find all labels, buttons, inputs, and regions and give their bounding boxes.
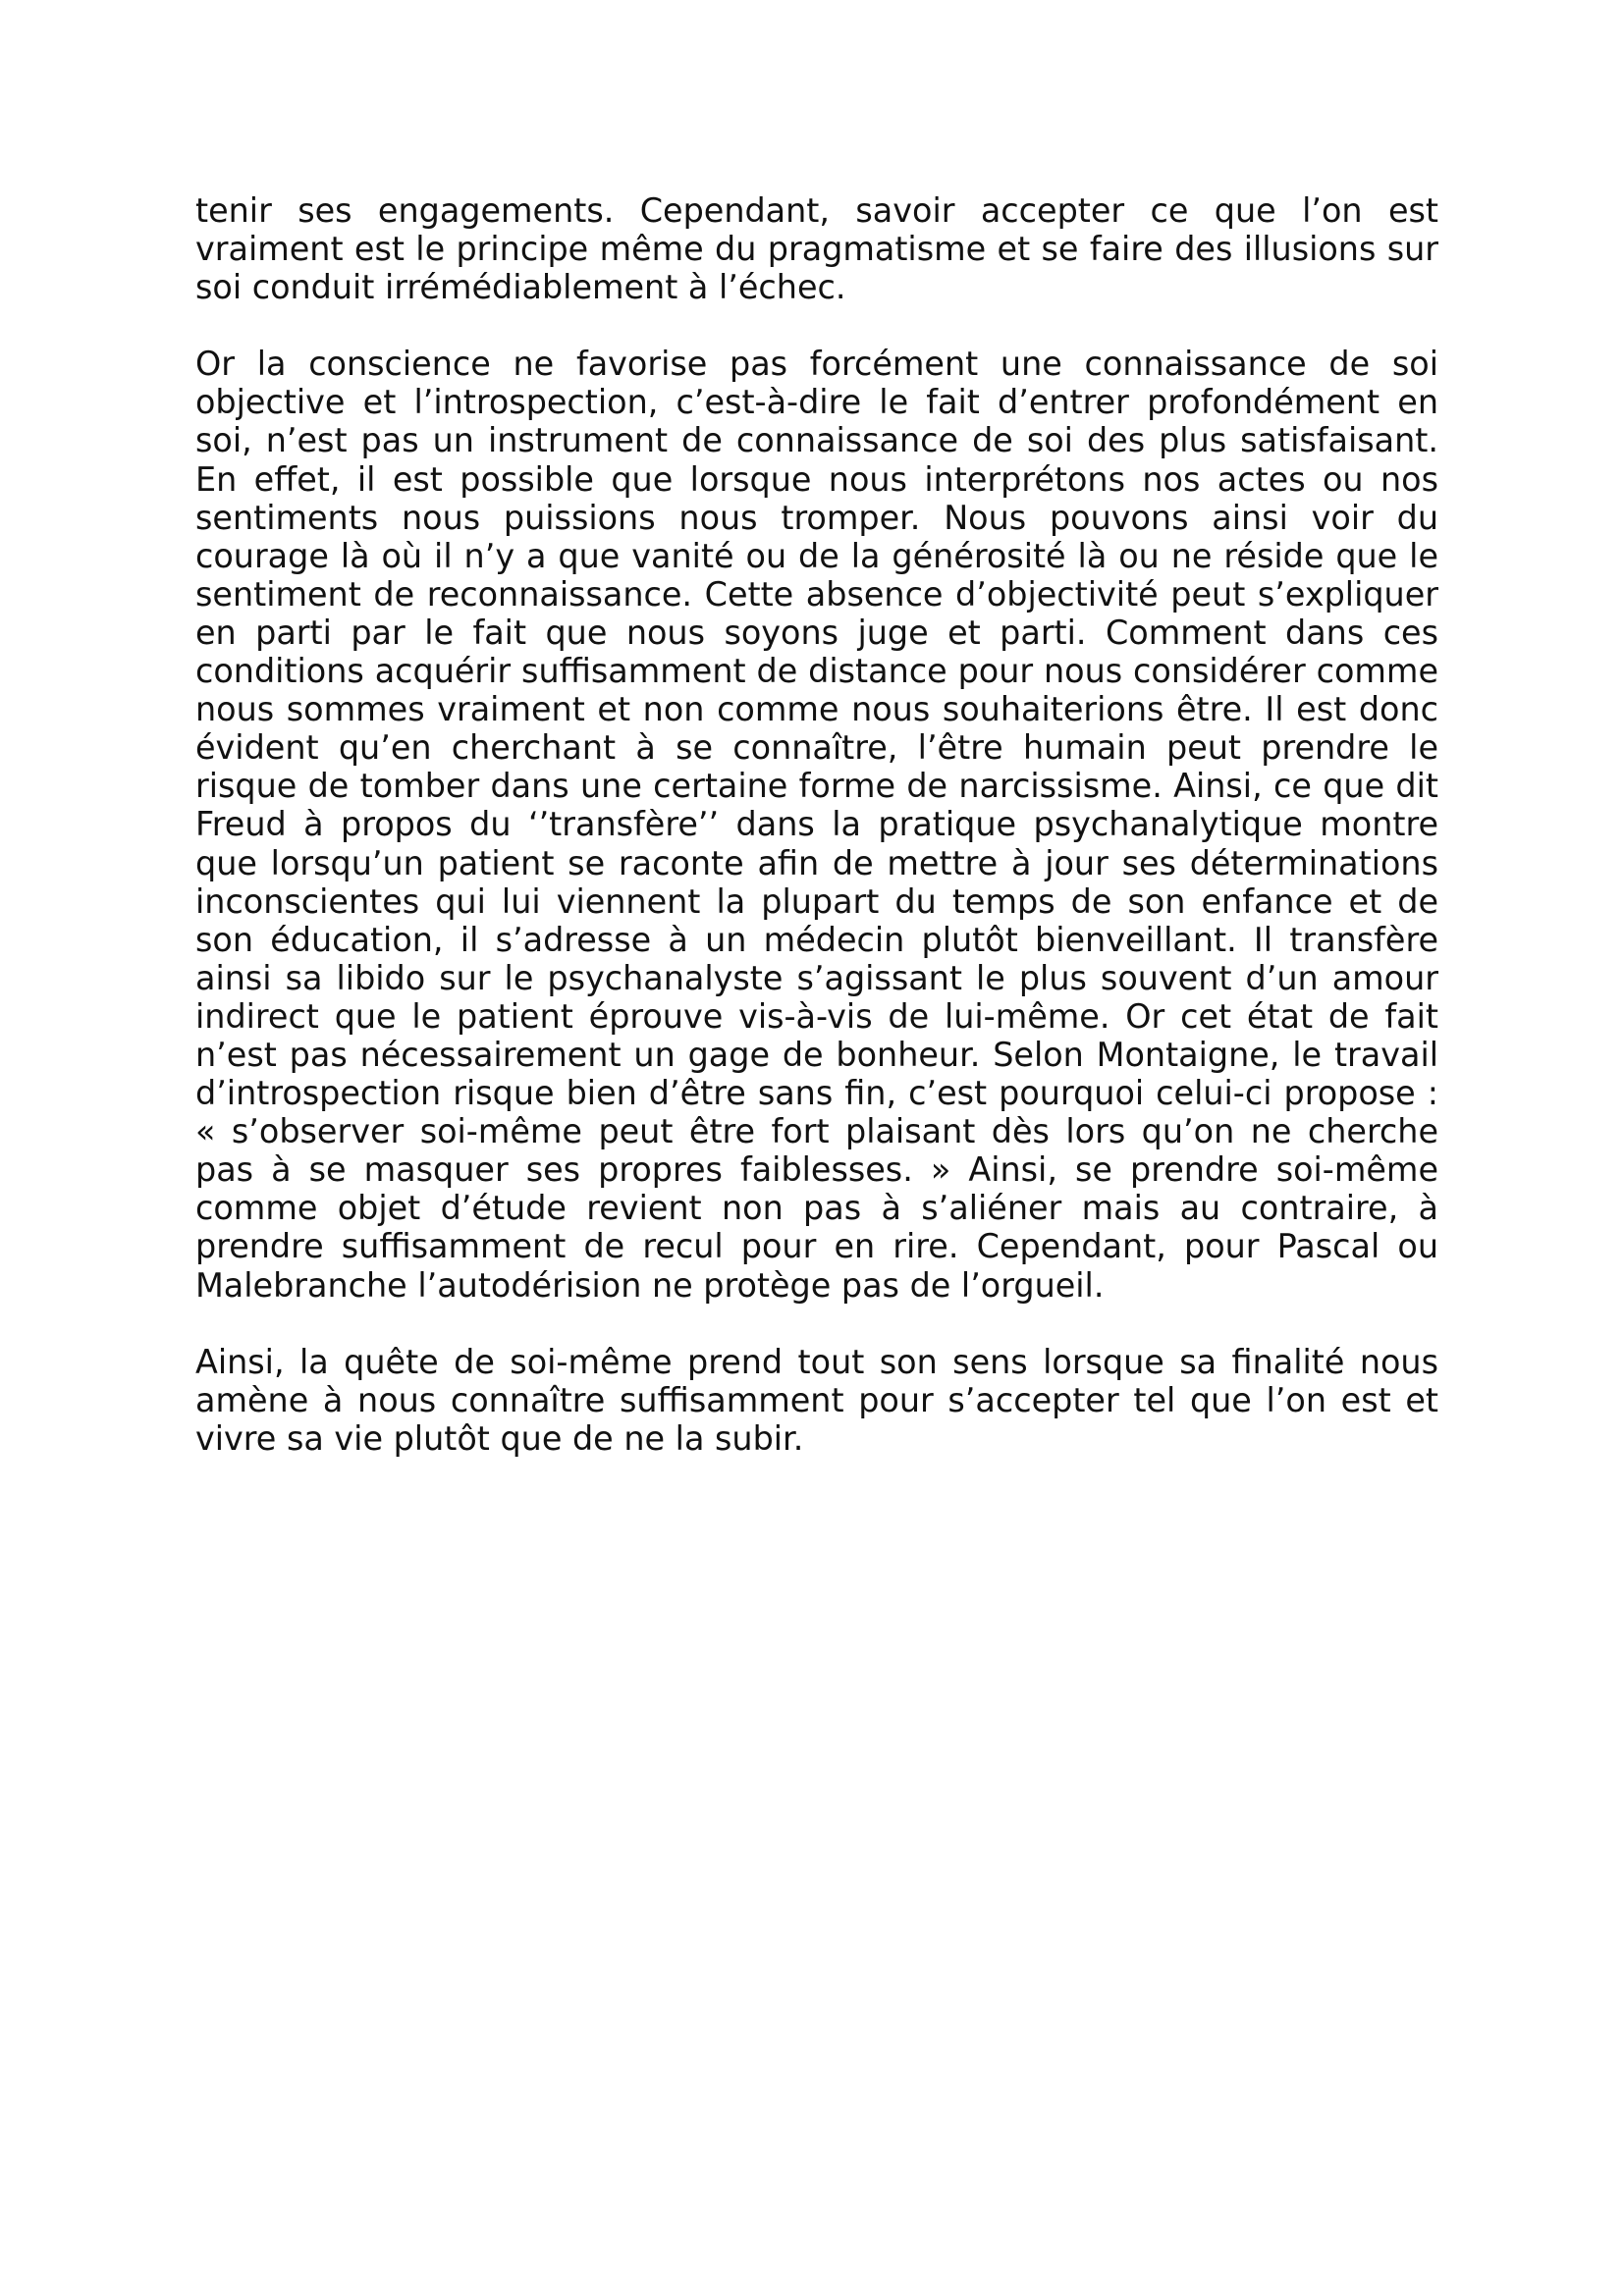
paragraph-spacer — [195, 306, 1438, 345]
document-body — [195, 191, 1438, 1458]
paragraph-introspection: Or la conscience ne favorise pas forcément une connaissance de soi objective et l’introspection, c’est-à-dire le fait d’entrer profondément en soi, n’est pas un instrument de connaissance de soi des plus satisfaisant. En effet, il est possible que lorsque nous interprétons nos actes ou nos sentiments nous puissions nous tromper. Nous pouvons ainsi voir du courage là où il n’y a que vanité ou de la générosité là ou ne réside que le sentiment de reconnaissance. Cette absence d’objectivité peut s’expliquer en parti par le fait que nous soyons juge et parti. Comment dans ces conditions acquérir suffisamment de distance pour nous considérer comme nous sommes vraiment et non comme nous souhaiterions être. Il est donc évident qu’en cherchant à se connaître, l’être humain peut prendre le risque de tomber dans une certaine forme de narcissisme. Ainsi, ce que dit Freud à propos du ‘’transfère’’ dans la pratique psychanalytique montre que lorsqu’un patient se raconte afin de mettre à jour ses déterminations inconscientes qui lui viennent la plupart du temps de son enfance et de son éducation, il s’adresse à un médecin plutôt bienveillant. Il transfère ainsi sa libido sur le psychanalyste s’agissant le plus souvent d’un amour indirect que le patient éprouve vis-à-vis de lui-même. Or cet état de fait n’est pas nécessairement un gage de bonheur. Selon Montaigne, le travail d’introspection risque bien d’être sans fin, c’est pourquoi celui-ci propose : « s’observer soi-même peut être fort plaisant dès lors qu’on ne cherche pas à se masquer ses propres faiblesses. » Ainsi, se prendre soi-même comme objet d’étude revient non pas à s’aliéner mais au contraire, à prendre suffisamment de recul pour en rire. Cependant, pour Pascal ou Malebranche l’autodérision ne protège pas de l’orgueil. — [195, 345, 1438, 1305]
paragraph-spacer — [195, 1305, 1438, 1343]
paragraph-continuation: tenir ses engagements. Cependant, savoir accepter ce que l’on est vraiment est le principe même du pragmatisme et se faire des illusions sur soi conduit irrémédiablement à l’échec. — [195, 191, 1438, 307]
paragraph-conclusion: Ainsi, la quête de soi-même prend tout son sens lorsque sa finalité nous amène à nous connaître suffisamment pour s’accepter tel que l’on est et vivre sa vie plutôt que de ne la subir. — [195, 1342, 1438, 1458]
